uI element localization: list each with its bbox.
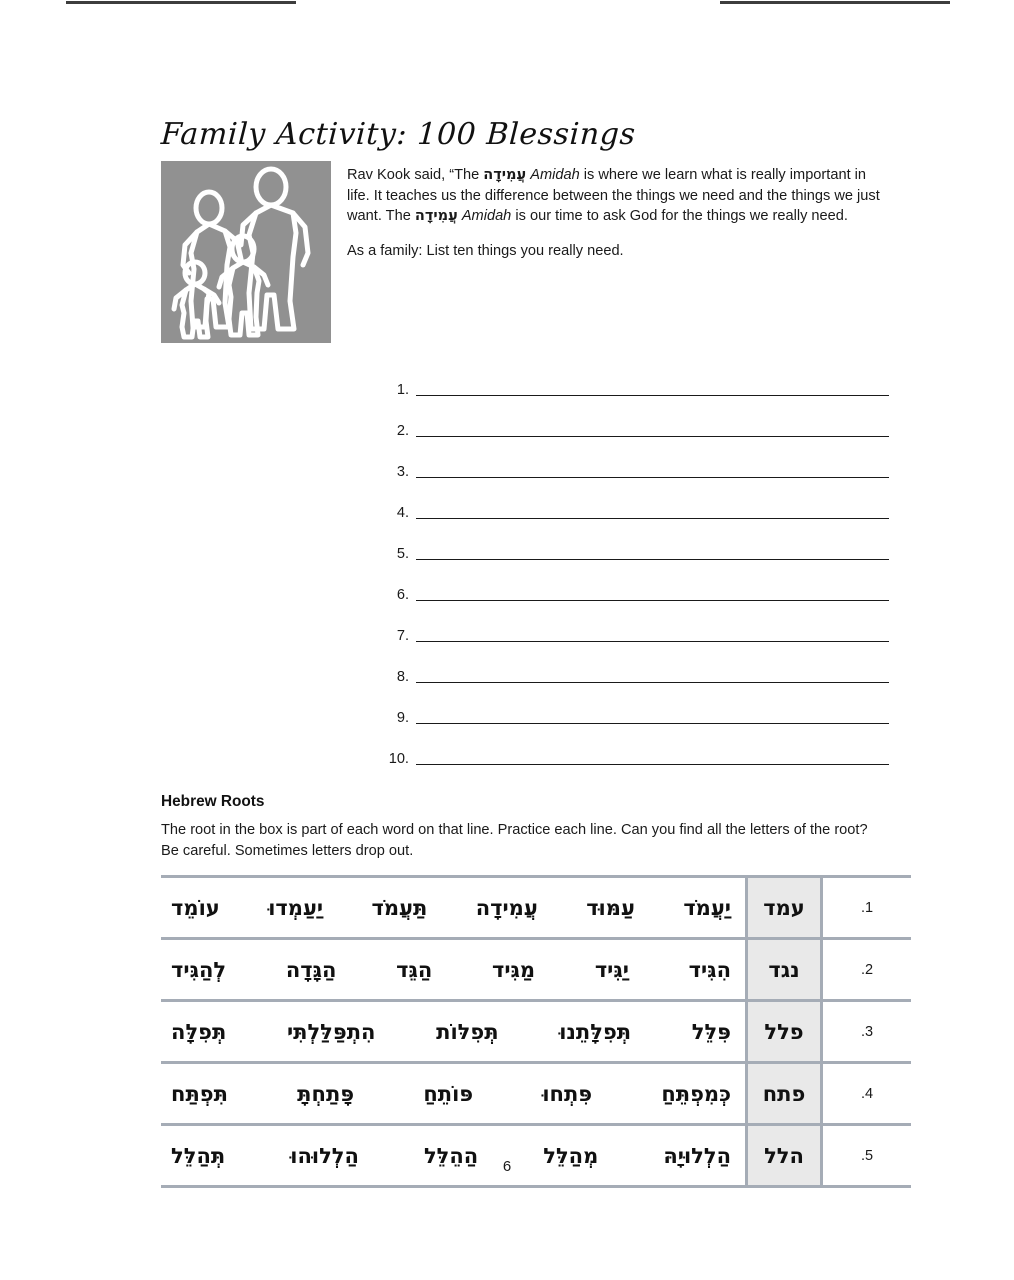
hebrew-word: מְהַלֵּל xyxy=(543,1143,599,1168)
line-number: 9. xyxy=(396,710,409,727)
line-number: 5. xyxy=(396,546,409,563)
list-item[interactable] xyxy=(161,728,889,769)
hebrew-root: פלל xyxy=(764,1019,804,1044)
list-item[interactable] xyxy=(161,482,889,523)
word-list xyxy=(167,956,735,984)
list-item[interactable] xyxy=(161,564,889,605)
table-row xyxy=(161,1001,911,1063)
list-item[interactable] xyxy=(161,441,889,482)
word-list xyxy=(167,1018,735,1046)
family-silhouette-illustration xyxy=(161,161,331,343)
list-item[interactable] xyxy=(161,605,889,646)
word-list xyxy=(167,1080,735,1108)
quote-part-5: is our time to ask God for the things we really need. xyxy=(511,208,848,225)
hebrew-word: תְּפִלָּתֵנוּ xyxy=(559,1019,632,1044)
hebrew-word: פּוֹתֵחַ xyxy=(423,1081,474,1106)
family-instruction-paragraph: As a family: List ten things you really need. xyxy=(347,243,624,260)
hebrew-word: עֲמִידָה xyxy=(475,895,538,920)
hebrew-word: תַּעֲמֹד xyxy=(371,895,428,920)
line-number: 4. xyxy=(396,505,409,522)
hebrew-word: הִגִּיד xyxy=(688,957,731,982)
hebrew-roots-table xyxy=(161,875,911,1188)
hebrew-word: פִּלֵּל xyxy=(691,1019,731,1044)
intro-text-block xyxy=(347,161,889,262)
hebrew-root: עמד xyxy=(763,895,805,920)
row-number: .4 xyxy=(822,1063,912,1125)
table-row xyxy=(161,1063,911,1125)
words-cell xyxy=(161,1001,747,1063)
words-cell xyxy=(161,1125,747,1187)
root-cell xyxy=(747,1001,822,1063)
hebrew-amidah-1: עֲמִידָה xyxy=(483,167,527,183)
line-number: 7. xyxy=(396,628,409,645)
line-number: 8. xyxy=(396,669,409,686)
line-number: 6. xyxy=(396,587,409,604)
words-cell xyxy=(161,1063,747,1125)
line-number: 2. xyxy=(396,423,409,440)
list-item[interactable] xyxy=(161,400,889,441)
root-cell xyxy=(747,1063,822,1125)
answer-blank-line[interactable] xyxy=(416,436,889,437)
table-row xyxy=(161,877,911,939)
list-item[interactable] xyxy=(161,687,889,728)
list-item[interactable] xyxy=(161,646,889,687)
hebrew-word: הִתְפַּלַּלְתִּי xyxy=(286,1019,376,1044)
hebrew-root: נגד xyxy=(768,957,800,982)
answer-blank-line[interactable] xyxy=(416,559,889,560)
hebrew-root: הלל xyxy=(764,1143,804,1168)
rav-kook-quote-paragraph xyxy=(347,165,889,227)
row-number: .1 xyxy=(822,877,912,939)
table-row xyxy=(161,1125,911,1187)
hebrew-word: פִּתְחוּ xyxy=(542,1081,593,1106)
answer-lines-list xyxy=(161,359,889,769)
answer-blank-line[interactable] xyxy=(416,723,889,724)
answer-blank-line[interactable] xyxy=(416,641,889,642)
words-cell xyxy=(161,877,747,939)
hebrew-word: תִּפְתַּח xyxy=(171,1081,228,1106)
hebrew-word: פָּתַחְתָּ xyxy=(297,1081,355,1106)
answer-blank-line[interactable] xyxy=(416,764,889,765)
row-number: .2 xyxy=(822,939,912,1001)
words-cell xyxy=(161,939,747,1001)
list-item[interactable] xyxy=(161,359,889,400)
root-cell xyxy=(747,877,822,939)
line-number: 3. xyxy=(396,464,409,481)
hebrew-word: תְּהַלֵּל xyxy=(171,1143,226,1168)
hebrew-word: הַלְלוּהוּ xyxy=(290,1143,359,1168)
page-number: 6 xyxy=(502,1158,512,1175)
answer-blank-line[interactable] xyxy=(416,395,889,396)
hebrew-word: עַמּוּד xyxy=(586,895,635,920)
hebrew-word: הַגָּדָה xyxy=(285,957,337,982)
line-number: 10. xyxy=(388,751,409,768)
hebrew-word: יַעֲמֹד xyxy=(683,895,731,920)
amidah-italic-2: Amidah xyxy=(457,208,512,225)
hebrew-amidah-2: עֲמִידָה xyxy=(414,208,458,225)
hebrew-roots-description: The root in the box is part of each word on that line. Practice each line. Can you find all the letters of the root? Be careful. Sometimes letters drop out. xyxy=(161,822,868,860)
hebrew-word: יַעַמְדוּ xyxy=(268,895,324,920)
answer-blank-line[interactable] xyxy=(416,682,889,683)
quote-part-1: Rav Kook said, “The xyxy=(347,167,484,183)
table-row xyxy=(161,939,911,1001)
hebrew-root: פתח xyxy=(762,1081,806,1106)
hebrew-roots-heading: Hebrew Roots xyxy=(161,793,265,810)
amidah-italic-1: Amidah xyxy=(526,167,580,183)
root-cell xyxy=(747,939,822,1001)
hebrew-word: הַגֵּד xyxy=(396,957,433,982)
word-list xyxy=(167,894,735,922)
row-number: .3 xyxy=(822,1001,912,1063)
root-cell xyxy=(747,1125,822,1187)
intro-block xyxy=(161,161,889,343)
hebrew-word: תְּפִלָּה xyxy=(171,1019,227,1044)
hebrew-word: מַגִּיד xyxy=(492,957,536,982)
answer-blank-line[interactable] xyxy=(416,518,889,519)
page-title: Family Activity: 100 Blessings xyxy=(160,117,637,152)
hebrew-word: תְּפִלּוֹת xyxy=(436,1019,499,1044)
quote-part-3: is where we learn what is really important in life. It teaches us the difference between the things we need and the things we just want. The xyxy=(347,167,880,225)
hebrew-word: כְּמִפְתֵּחַ xyxy=(661,1081,731,1106)
hebrew-word: יַגִּיד xyxy=(594,957,629,982)
hebrew-word: הַהֵלֵּל xyxy=(423,1143,479,1168)
hebrew-word: לְהַגִּיד xyxy=(171,957,227,982)
page-content xyxy=(161,118,889,1188)
row-number: .5 xyxy=(822,1125,912,1187)
hebrew-word: עוֹמֵד xyxy=(171,895,220,920)
hebrew-word: הַלְלוּיָהּ xyxy=(663,1143,731,1168)
answer-blank-line[interactable] xyxy=(416,600,889,601)
family-figures-svg xyxy=(161,161,331,343)
line-number: 1. xyxy=(396,382,409,399)
answer-blank-line[interactable] xyxy=(416,477,889,478)
list-item[interactable] xyxy=(161,523,889,564)
